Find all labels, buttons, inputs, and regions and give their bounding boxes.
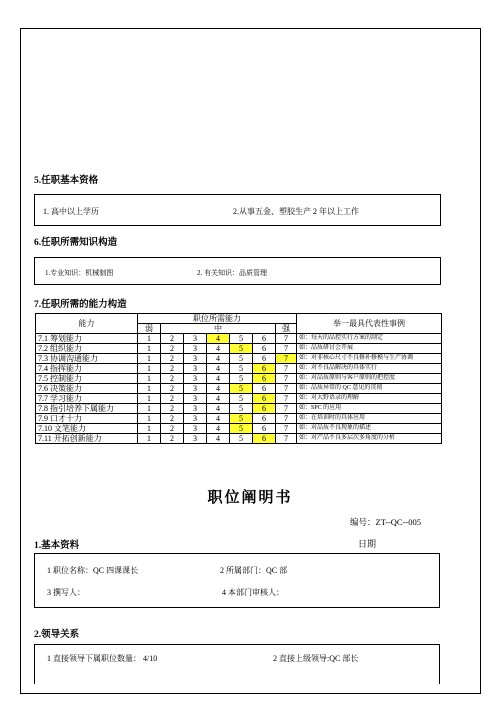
knowledge2-text: 2. 有关知识：品质管理 xyxy=(197,269,267,277)
level-cell: 3 xyxy=(184,374,207,384)
header-weak: 弱 xyxy=(138,324,161,334)
level-cell: 2 xyxy=(161,424,184,434)
level-cell: 2 xyxy=(161,344,184,354)
capability-example: 如：对品质原则与客户原则的把控度 xyxy=(297,374,442,384)
capability-example: 如：在培训时的具体应用 xyxy=(297,414,442,424)
capability-example: 如：对非核心尺寸不良修补修模与生产协调 xyxy=(297,354,442,364)
level-cell: 1 xyxy=(138,364,161,374)
section6-title: 6.任职所需知识构造 xyxy=(34,238,118,248)
capability-row xyxy=(36,414,442,424)
capability-example: 如：对产品不良多层次多角度的分析 xyxy=(297,434,442,444)
level-cell: 4 xyxy=(207,404,230,414)
capability-name: 7.11 开拓创新能力 xyxy=(36,434,138,444)
level-cell: 7 xyxy=(276,384,297,394)
header-example: 举一最具代表性事例 xyxy=(297,314,442,334)
capability-name: 7.4 指挥能力 xyxy=(36,364,138,374)
level-cell: 2 xyxy=(161,394,184,404)
subordinates-count: 1 直接领导下属职位数量： 4/10 xyxy=(47,654,158,663)
capability-example: 如：品质异常的 QC 意见的贯彻 xyxy=(297,384,442,394)
level-cell: 3 xyxy=(184,424,207,434)
experience-text: 2.从事五金、塑胶生产 2 年以上工作 xyxy=(233,207,359,216)
capability-name: 7.8 指引培养下属能力 xyxy=(36,404,138,414)
level-cell: 7 xyxy=(276,424,297,434)
level-cell: 4 xyxy=(207,334,230,344)
level-cell: 1 xyxy=(138,334,161,344)
level-cell: 5 xyxy=(230,414,253,424)
level-cell: 6 xyxy=(253,334,276,344)
level-cell: 5 xyxy=(230,354,253,364)
department: 2 所属部门：QC 部 xyxy=(220,566,288,575)
level-cell: 7 xyxy=(276,364,297,374)
education-text: 1. 高中以上学历 xyxy=(43,207,99,216)
level-cell: 1 xyxy=(138,414,161,424)
level-cell: 6 xyxy=(253,414,276,424)
capability-name: 7.10 文笔能力 xyxy=(36,424,138,434)
level-cell: 1 xyxy=(138,344,161,354)
capability-row xyxy=(36,344,442,354)
level-cell: 4 xyxy=(207,384,230,394)
level-cell: 6 xyxy=(253,394,276,404)
capability-name: 7.5 控制能力 xyxy=(36,374,138,384)
capability-row xyxy=(36,364,442,374)
level-cell: 5 xyxy=(230,374,253,384)
capability-row xyxy=(36,394,442,404)
level-cell: 6 xyxy=(253,424,276,434)
header-required: 职位所需能力 xyxy=(138,314,297,324)
capability-name: 7.6 决策能力 xyxy=(36,384,138,394)
level-cell: 5 xyxy=(230,344,253,354)
capability-row xyxy=(36,424,442,434)
capability-example: 如：对不良品解决的具体实行 xyxy=(297,364,442,374)
capability-row xyxy=(36,404,442,414)
direct-supervisor: 2 直接上级领导:QC 部长 xyxy=(273,654,359,663)
level-cell: 1 xyxy=(138,424,161,434)
knowledge-box xyxy=(34,257,441,285)
level-cell: 2 xyxy=(161,374,184,384)
section5-title: 5.任职基本资格 xyxy=(34,176,99,186)
level-cell: 1 xyxy=(138,394,161,404)
level-cell: 5 xyxy=(230,404,253,414)
level-cell: 1 xyxy=(138,374,161,384)
level-cell: 5 xyxy=(230,394,253,404)
level-cell: 3 xyxy=(184,344,207,354)
level-cell: 2 xyxy=(161,384,184,394)
level-cell: 4 xyxy=(207,434,230,444)
level-cell: 4 xyxy=(207,374,230,384)
level-cell: 7 xyxy=(276,414,297,424)
writer: 3 撰写人： xyxy=(47,588,85,597)
level-cell: 7 xyxy=(276,434,297,444)
level-cell: 3 xyxy=(184,414,207,424)
header-strong: 强 xyxy=(276,324,297,334)
section1-title: 1.基本资料 xyxy=(34,541,80,551)
capability-name: 7.3 协调沟通能力 xyxy=(36,354,138,364)
capability-example: 如：品质研讨会开展 xyxy=(297,344,442,354)
level-cell: 3 xyxy=(184,404,207,414)
level-cell: 4 xyxy=(207,394,230,404)
level-cell: 6 xyxy=(253,384,276,394)
reviewer: 4 本部门审核人： xyxy=(222,588,284,597)
level-cell: 3 xyxy=(184,434,207,444)
level-cell: 6 xyxy=(253,374,276,384)
level-cell: 4 xyxy=(207,354,230,364)
level-cell: 3 xyxy=(184,394,207,404)
capability-row xyxy=(36,354,442,364)
capability-name: 7.7 学习能力 xyxy=(36,394,138,404)
section2-title: 2.领导关系 xyxy=(34,630,80,640)
capability-name: 7.2 组织能力 xyxy=(36,344,138,354)
level-cell: 7 xyxy=(276,404,297,414)
capability-name: 7.1 筹划能力 xyxy=(36,334,138,344)
level-cell: 4 xyxy=(207,344,230,354)
level-cell: 5 xyxy=(230,434,253,444)
level-cell: 6 xyxy=(253,354,276,364)
level-cell: 2 xyxy=(161,364,184,374)
section7-title: 7.任职所需的能力构造 xyxy=(34,300,127,310)
level-cell: 5 xyxy=(230,424,253,434)
level-cell: 1 xyxy=(138,354,161,364)
level-cell: 6 xyxy=(253,344,276,354)
level-cell: 3 xyxy=(184,354,207,364)
level-cell: 7 xyxy=(276,344,297,354)
level-cell: 5 xyxy=(230,364,253,374)
level-cell: 1 xyxy=(138,434,161,444)
level-cell: 6 xyxy=(253,434,276,444)
level-cell: 7 xyxy=(276,374,297,384)
leadership-box xyxy=(34,644,440,684)
position-name: 1 职位名称：QC 四课课长 xyxy=(47,566,139,575)
level-cell: 1 xyxy=(138,404,161,414)
capability-example: 如：每天的品控实行方案的制定 xyxy=(297,334,442,344)
capability-example: 如：对品质不良现象的描述 xyxy=(297,424,442,434)
level-cell: 2 xyxy=(161,434,184,444)
level-cell: 7 xyxy=(276,354,297,364)
level-cell: 4 xyxy=(207,364,230,374)
level-cell: 7 xyxy=(276,334,297,344)
capability-row xyxy=(36,384,442,394)
level-cell: 7 xyxy=(276,394,297,404)
basic-info-box xyxy=(34,553,440,608)
level-cell: 4 xyxy=(207,424,230,434)
date-label: 日期 xyxy=(358,539,377,549)
capability-table xyxy=(35,313,442,444)
document-number: 编号：ZT--QC--005 xyxy=(350,517,421,527)
capability-example: 如：对大野语录的理解 xyxy=(297,394,442,404)
level-cell: 2 xyxy=(161,404,184,414)
level-cell: 6 xyxy=(253,404,276,414)
level-cell: 1 xyxy=(138,384,161,394)
capability-row xyxy=(36,334,442,344)
level-cell: 3 xyxy=(184,334,207,344)
header-mid: 中 xyxy=(161,324,276,334)
capability-row xyxy=(36,434,442,444)
level-cell: 2 xyxy=(161,414,184,424)
capability-example: 如：SPC 的应用 xyxy=(297,404,442,414)
level-cell: 2 xyxy=(161,354,184,364)
capability-name: 7.9 口才十力 xyxy=(36,414,138,424)
level-cell: 6 xyxy=(253,364,276,374)
document-title: 职位阐明书 xyxy=(207,490,293,506)
level-cell: 3 xyxy=(184,384,207,394)
capability-row xyxy=(36,374,442,384)
knowledge1-text: 1.专业知识：机械制图 xyxy=(45,269,114,277)
level-cell: 5 xyxy=(230,384,253,394)
level-cell: 5 xyxy=(230,334,253,344)
header-ability: 能力 xyxy=(36,314,138,334)
level-cell: 2 xyxy=(161,334,184,344)
qualification-box xyxy=(34,194,441,226)
level-cell: 3 xyxy=(184,364,207,374)
level-cell: 4 xyxy=(207,414,230,424)
